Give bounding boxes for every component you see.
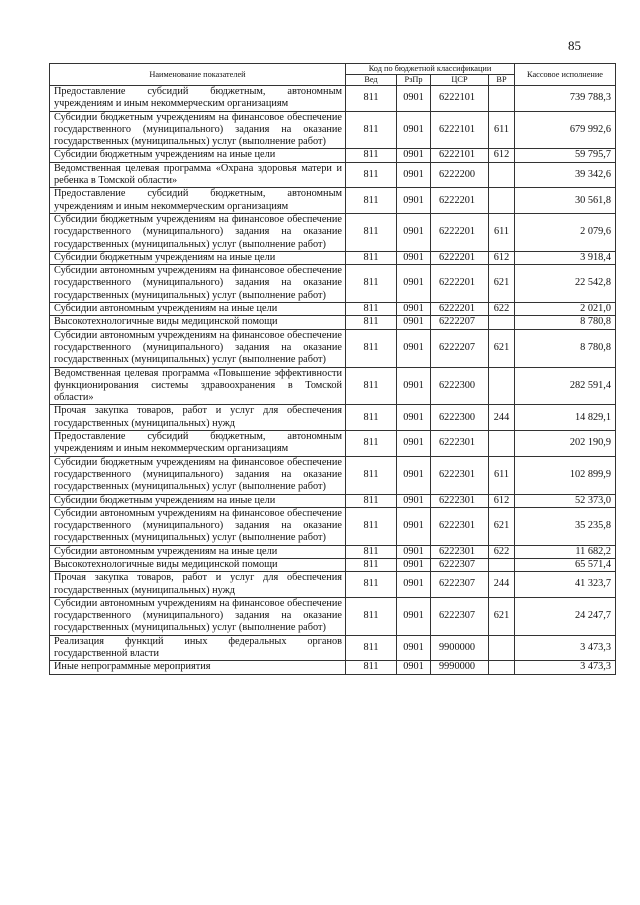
- row-rzpr: 0901: [397, 431, 431, 457]
- row-rzpr: 0901: [397, 188, 431, 214]
- row-amount: 52 373,0: [515, 494, 616, 507]
- row-rzpr: 0901: [397, 507, 431, 545]
- row-ved: 811: [346, 188, 397, 214]
- row-csr: 6222307: [431, 572, 489, 598]
- row-ved: 811: [346, 572, 397, 598]
- row-name: Субсидии автономным учреждениям на финансовое обеспечение государственного (муниципального) задания на оказание государственных (муниципальных) услуг (выполнение работ): [50, 597, 346, 635]
- row-vr: 621: [489, 329, 515, 367]
- table-row: [50, 111, 616, 149]
- table-row: [50, 405, 616, 431]
- row-ved: 811: [346, 661, 397, 674]
- table-row: [50, 86, 616, 112]
- row-vr: 621: [489, 507, 515, 545]
- row-ved: 811: [346, 316, 397, 329]
- table-row: [50, 367, 616, 405]
- row-name: Субсидии бюджетным учреждениям на финансовое обеспечение государственного (муниципального) задания на оказание государственных (муниципальных) услуг (выполнение работ): [50, 456, 346, 494]
- row-name: Предоставление субсидий бюджетным, автономным учреждениям и иным некоммерческим организациям: [50, 86, 346, 112]
- row-ved: 811: [346, 405, 397, 431]
- budget-table: [49, 63, 616, 675]
- row-csr: 6222301: [431, 456, 489, 494]
- row-csr: 6222300: [431, 405, 489, 431]
- row-ved: 811: [346, 494, 397, 507]
- row-csr: 6222101: [431, 111, 489, 149]
- row-ved: 811: [346, 507, 397, 545]
- row-name: Прочая закупка товаров, работ и услуг для обеспечения государственных (муниципальных) нужд: [50, 572, 346, 598]
- row-csr: 6222207: [431, 316, 489, 329]
- row-rzpr: 0901: [397, 316, 431, 329]
- row-csr: 6222301: [431, 545, 489, 558]
- row-vr: [489, 431, 515, 457]
- header-ved: Вед: [346, 75, 397, 86]
- row-ved: 811: [346, 558, 397, 571]
- row-csr: 6222301: [431, 507, 489, 545]
- row-csr: 6222207: [431, 329, 489, 367]
- row-amount: 679 992,6: [515, 111, 616, 149]
- row-csr: 6222201: [431, 303, 489, 316]
- row-csr: 6222200: [431, 162, 489, 188]
- row-rzpr: 0901: [397, 572, 431, 598]
- row-name: Высокотехнологичные виды медицинской помощи: [50, 316, 346, 329]
- row-name: Ведомственная целевая программа «Повышение эффективности функционирования системы здравоохранения в Томской области»: [50, 367, 346, 405]
- row-amount: 282 591,4: [515, 367, 616, 405]
- header-vr: ВР: [489, 75, 515, 86]
- table-row: [50, 251, 616, 264]
- row-csr: 6222201: [431, 265, 489, 303]
- row-rzpr: 0901: [397, 545, 431, 558]
- row-vr: 612: [489, 149, 515, 162]
- row-ved: 811: [346, 367, 397, 405]
- header-name: Наименование показателей: [50, 64, 346, 86]
- row-rzpr: 0901: [397, 86, 431, 112]
- row-vr: 611: [489, 456, 515, 494]
- row-name: Субсидии бюджетным учреждениям на финансовое обеспечение государственного (муниципального) задания на оказание государственных (муниципальных) услуг (выполнение работ): [50, 213, 346, 251]
- table-row: [50, 456, 616, 494]
- row-csr: 6222201: [431, 251, 489, 264]
- table-row: [50, 316, 616, 329]
- row-vr: [489, 86, 515, 112]
- row-rzpr: 0901: [397, 213, 431, 251]
- table-row: [50, 494, 616, 507]
- row-ved: 811: [346, 597, 397, 635]
- row-csr: 6222307: [431, 558, 489, 571]
- row-ved: 811: [346, 303, 397, 316]
- row-name: Субсидии автономным учреждениям на финансовое обеспечение государственного (муниципального) задания на оказание государственных (муниципальных) услуг (выполнение работ): [50, 507, 346, 545]
- table-row: [50, 661, 616, 674]
- row-amount: 22 542,8: [515, 265, 616, 303]
- row-name: Высокотехнологичные виды медицинской помощи: [50, 558, 346, 571]
- table-row: [50, 431, 616, 457]
- row-name: Субсидии бюджетным учреждениям на иные цели: [50, 251, 346, 264]
- row-name: Прочая закупка товаров, работ и услуг для обеспечения государственных (муниципальных) нужд: [50, 405, 346, 431]
- row-vr: [489, 367, 515, 405]
- header-csr: ЦСР: [431, 75, 489, 86]
- row-rzpr: 0901: [397, 494, 431, 507]
- row-vr: [489, 188, 515, 214]
- row-csr: 6222101: [431, 86, 489, 112]
- table-row: [50, 162, 616, 188]
- row-ved: 811: [346, 149, 397, 162]
- table-row: [50, 265, 616, 303]
- row-name: Реализация функций иных федеральных органов государственной власти: [50, 635, 346, 661]
- row-name: Предоставление субсидий бюджетным, автономным учреждениям и иным некоммерческим организациям: [50, 188, 346, 214]
- row-vr: 621: [489, 597, 515, 635]
- row-ved: 811: [346, 213, 397, 251]
- row-amount: 2 021,0: [515, 303, 616, 316]
- table-row: [50, 303, 616, 316]
- row-vr: 244: [489, 572, 515, 598]
- row-rzpr: 0901: [397, 251, 431, 264]
- row-ved: 811: [346, 162, 397, 188]
- page-number: 85: [568, 38, 581, 53]
- row-amount: 39 342,6: [515, 162, 616, 188]
- row-name: Субсидии бюджетным учреждениям на финансовое обеспечение государственного (муниципального) задания на оказание государственных (муниципальных) услуг (выполнение работ): [50, 111, 346, 149]
- table-row: [50, 507, 616, 545]
- row-amount: 14 829,1: [515, 405, 616, 431]
- row-vr: 244: [489, 405, 515, 431]
- row-name: Субсидии бюджетным учреждениям на иные цели: [50, 149, 346, 162]
- row-amount: 59 795,7: [515, 149, 616, 162]
- row-amount: 8 780,8: [515, 329, 616, 367]
- row-rzpr: 0901: [397, 558, 431, 571]
- row-csr: 6222301: [431, 494, 489, 507]
- row-amount: 8 780,8: [515, 316, 616, 329]
- row-csr: 6222301: [431, 431, 489, 457]
- row-vr: 622: [489, 303, 515, 316]
- header-rzpr: РзПр: [397, 75, 431, 86]
- row-amount: 11 682,2: [515, 545, 616, 558]
- row-ved: 811: [346, 456, 397, 494]
- row-name: Субсидии автономным учреждениям на иные цели: [50, 303, 346, 316]
- row-csr: 6222201: [431, 213, 489, 251]
- row-csr: 6222201: [431, 188, 489, 214]
- row-amount: 102 899,9: [515, 456, 616, 494]
- row-rzpr: 0901: [397, 367, 431, 405]
- row-amount: 30 561,8: [515, 188, 616, 214]
- row-amount: 24 247,7: [515, 597, 616, 635]
- row-amount: 202 190,9: [515, 431, 616, 457]
- row-ved: 811: [346, 635, 397, 661]
- table-row: [50, 188, 616, 214]
- row-rzpr: 0901: [397, 329, 431, 367]
- row-vr: 622: [489, 545, 515, 558]
- row-rzpr: 0901: [397, 303, 431, 316]
- row-amount: 65 571,4: [515, 558, 616, 571]
- row-name: Субсидии автономным учреждениям на финансовое обеспечение государственного (муниципального) задания на оказание государственных (муниципальных) услуг (выполнение работ): [50, 265, 346, 303]
- row-rzpr: 0901: [397, 597, 431, 635]
- row-amount: 3 473,3: [515, 635, 616, 661]
- row-ved: 811: [346, 86, 397, 112]
- row-csr: 9900000: [431, 635, 489, 661]
- row-rzpr: 0901: [397, 405, 431, 431]
- row-csr: 9990000: [431, 661, 489, 674]
- row-vr: [489, 316, 515, 329]
- row-name: Субсидии бюджетным учреждениям на иные цели: [50, 494, 346, 507]
- row-rzpr: 0901: [397, 661, 431, 674]
- row-rzpr: 0901: [397, 635, 431, 661]
- header-amount: Кассовое исполнение: [515, 64, 616, 86]
- row-ved: 811: [346, 111, 397, 149]
- row-ved: 811: [346, 431, 397, 457]
- row-vr: [489, 635, 515, 661]
- row-vr: 612: [489, 494, 515, 507]
- row-amount: 3 918,4: [515, 251, 616, 264]
- row-amount: 2 079,6: [515, 213, 616, 251]
- row-vr: 621: [489, 265, 515, 303]
- table-row: [50, 213, 616, 251]
- row-ved: 811: [346, 251, 397, 264]
- row-vr: [489, 162, 515, 188]
- row-vr: 611: [489, 111, 515, 149]
- row-rzpr: 0901: [397, 111, 431, 149]
- table-row: [50, 545, 616, 558]
- row-name: Субсидии автономным учреждениям на финансовое обеспечение государственного (муниципального) задания на оказание государственных (муниципальных) услуг (выполнение работ): [50, 329, 346, 367]
- row-name: Субсидии автономным учреждениям на иные цели: [50, 545, 346, 558]
- row-amount: 739 788,3: [515, 86, 616, 112]
- row-rzpr: 0901: [397, 149, 431, 162]
- row-name: Ведомственная целевая программа «Охрана здоровья матери и ребенка в Томской области»: [50, 162, 346, 188]
- row-amount: 41 323,7: [515, 572, 616, 598]
- row-vr: [489, 558, 515, 571]
- table-row: [50, 329, 616, 367]
- table-body: [50, 86, 616, 675]
- row-csr: 6222300: [431, 367, 489, 405]
- row-amount: 3 473,3: [515, 661, 616, 674]
- row-ved: 811: [346, 265, 397, 303]
- table-row: [50, 635, 616, 661]
- row-ved: 811: [346, 545, 397, 558]
- header-code-group: Код по бюджетной классификации: [346, 64, 515, 75]
- row-rzpr: 0901: [397, 162, 431, 188]
- row-name: Иные непрограммные мероприятия: [50, 661, 346, 674]
- row-rzpr: 0901: [397, 265, 431, 303]
- row-rzpr: 0901: [397, 456, 431, 494]
- table-row: [50, 572, 616, 598]
- table-row: [50, 597, 616, 635]
- row-name: Предоставление субсидий бюджетным, автономным учреждениям и иным некоммерческим организациям: [50, 431, 346, 457]
- row-csr: 6222307: [431, 597, 489, 635]
- row-csr: 6222101: [431, 149, 489, 162]
- row-vr: [489, 661, 515, 674]
- table-row: [50, 558, 616, 571]
- row-vr: 611: [489, 213, 515, 251]
- row-ved: 811: [346, 329, 397, 367]
- row-amount: 35 235,8: [515, 507, 616, 545]
- table-row: [50, 149, 616, 162]
- row-vr: 612: [489, 251, 515, 264]
